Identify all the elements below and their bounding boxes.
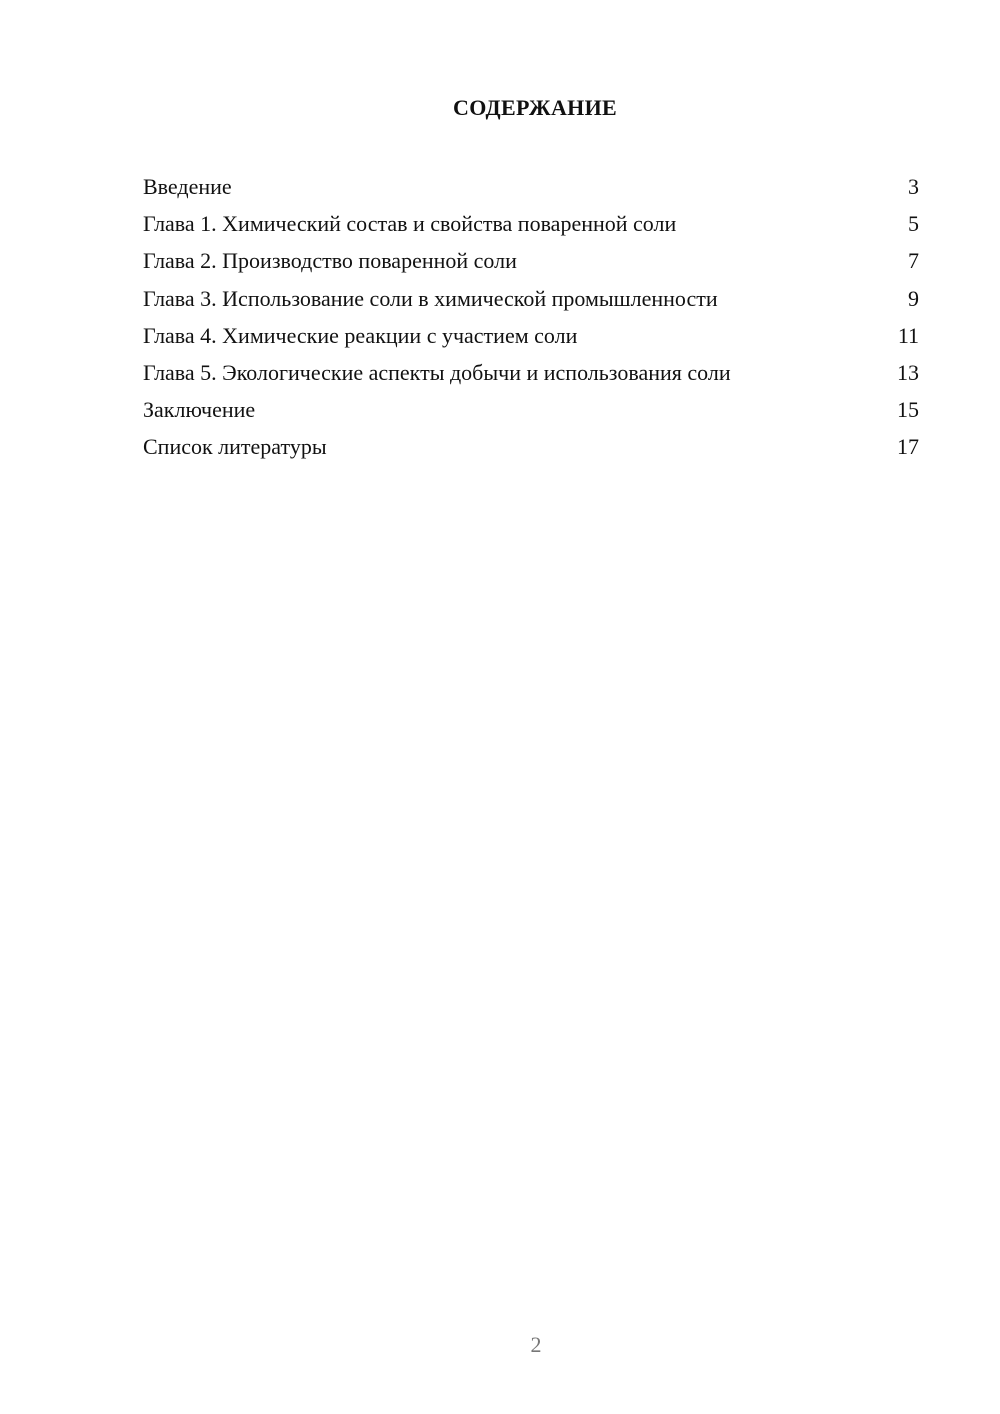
toc-entry-page: 7 (908, 248, 919, 274)
toc-title: СОДЕРЖАНИЕ (453, 95, 617, 120)
toc-entry-page: 9 (908, 285, 919, 311)
toc-entry-page: 3 (908, 174, 919, 199)
toc-entry-chapter-2[interactable] (143, 242, 919, 279)
toc-list (143, 168, 919, 466)
toc-entry-label: Введение (143, 174, 232, 199)
toc-entry-page: 13 (897, 359, 919, 385)
toc-entry-chapter-5[interactable] (143, 354, 919, 391)
toc-entry-introduction[interactable] (143, 168, 919, 205)
toc-entry-page: 15 (897, 397, 919, 423)
toc-entry-conclusion[interactable] (143, 391, 919, 428)
toc-entry-label: Глава 5. Экологические аспекты добычи и использования соли (143, 359, 731, 385)
toc-entry-label: Глава 2. Производство поваренной соли (143, 248, 517, 274)
toc-entry-page: 5 (908, 211, 919, 237)
toc-entry-page: 11 (897, 322, 919, 348)
toc-entry-label: Список литературы (143, 434, 327, 460)
page-number: 2 (530, 1332, 542, 1357)
toc-entry-chapter-1[interactable] (143, 205, 919, 242)
toc-entry-chapter-3[interactable] (143, 280, 919, 317)
toc-entry-page: 17 (897, 434, 919, 460)
toc-entry-label: Глава 3. Использование соли в химической промышленности (143, 285, 718, 311)
toc-entry-chapter-4[interactable] (143, 317, 919, 354)
toc-entry-label: Заключение (143, 397, 256, 423)
toc-entry-label: Глава 1. Химический состав и свойства поваренной соли (143, 211, 677, 237)
toc-entry-references[interactable] (143, 428, 919, 465)
toc-entry-label: Глава 4. Химические реакции с участием соли (143, 322, 578, 348)
